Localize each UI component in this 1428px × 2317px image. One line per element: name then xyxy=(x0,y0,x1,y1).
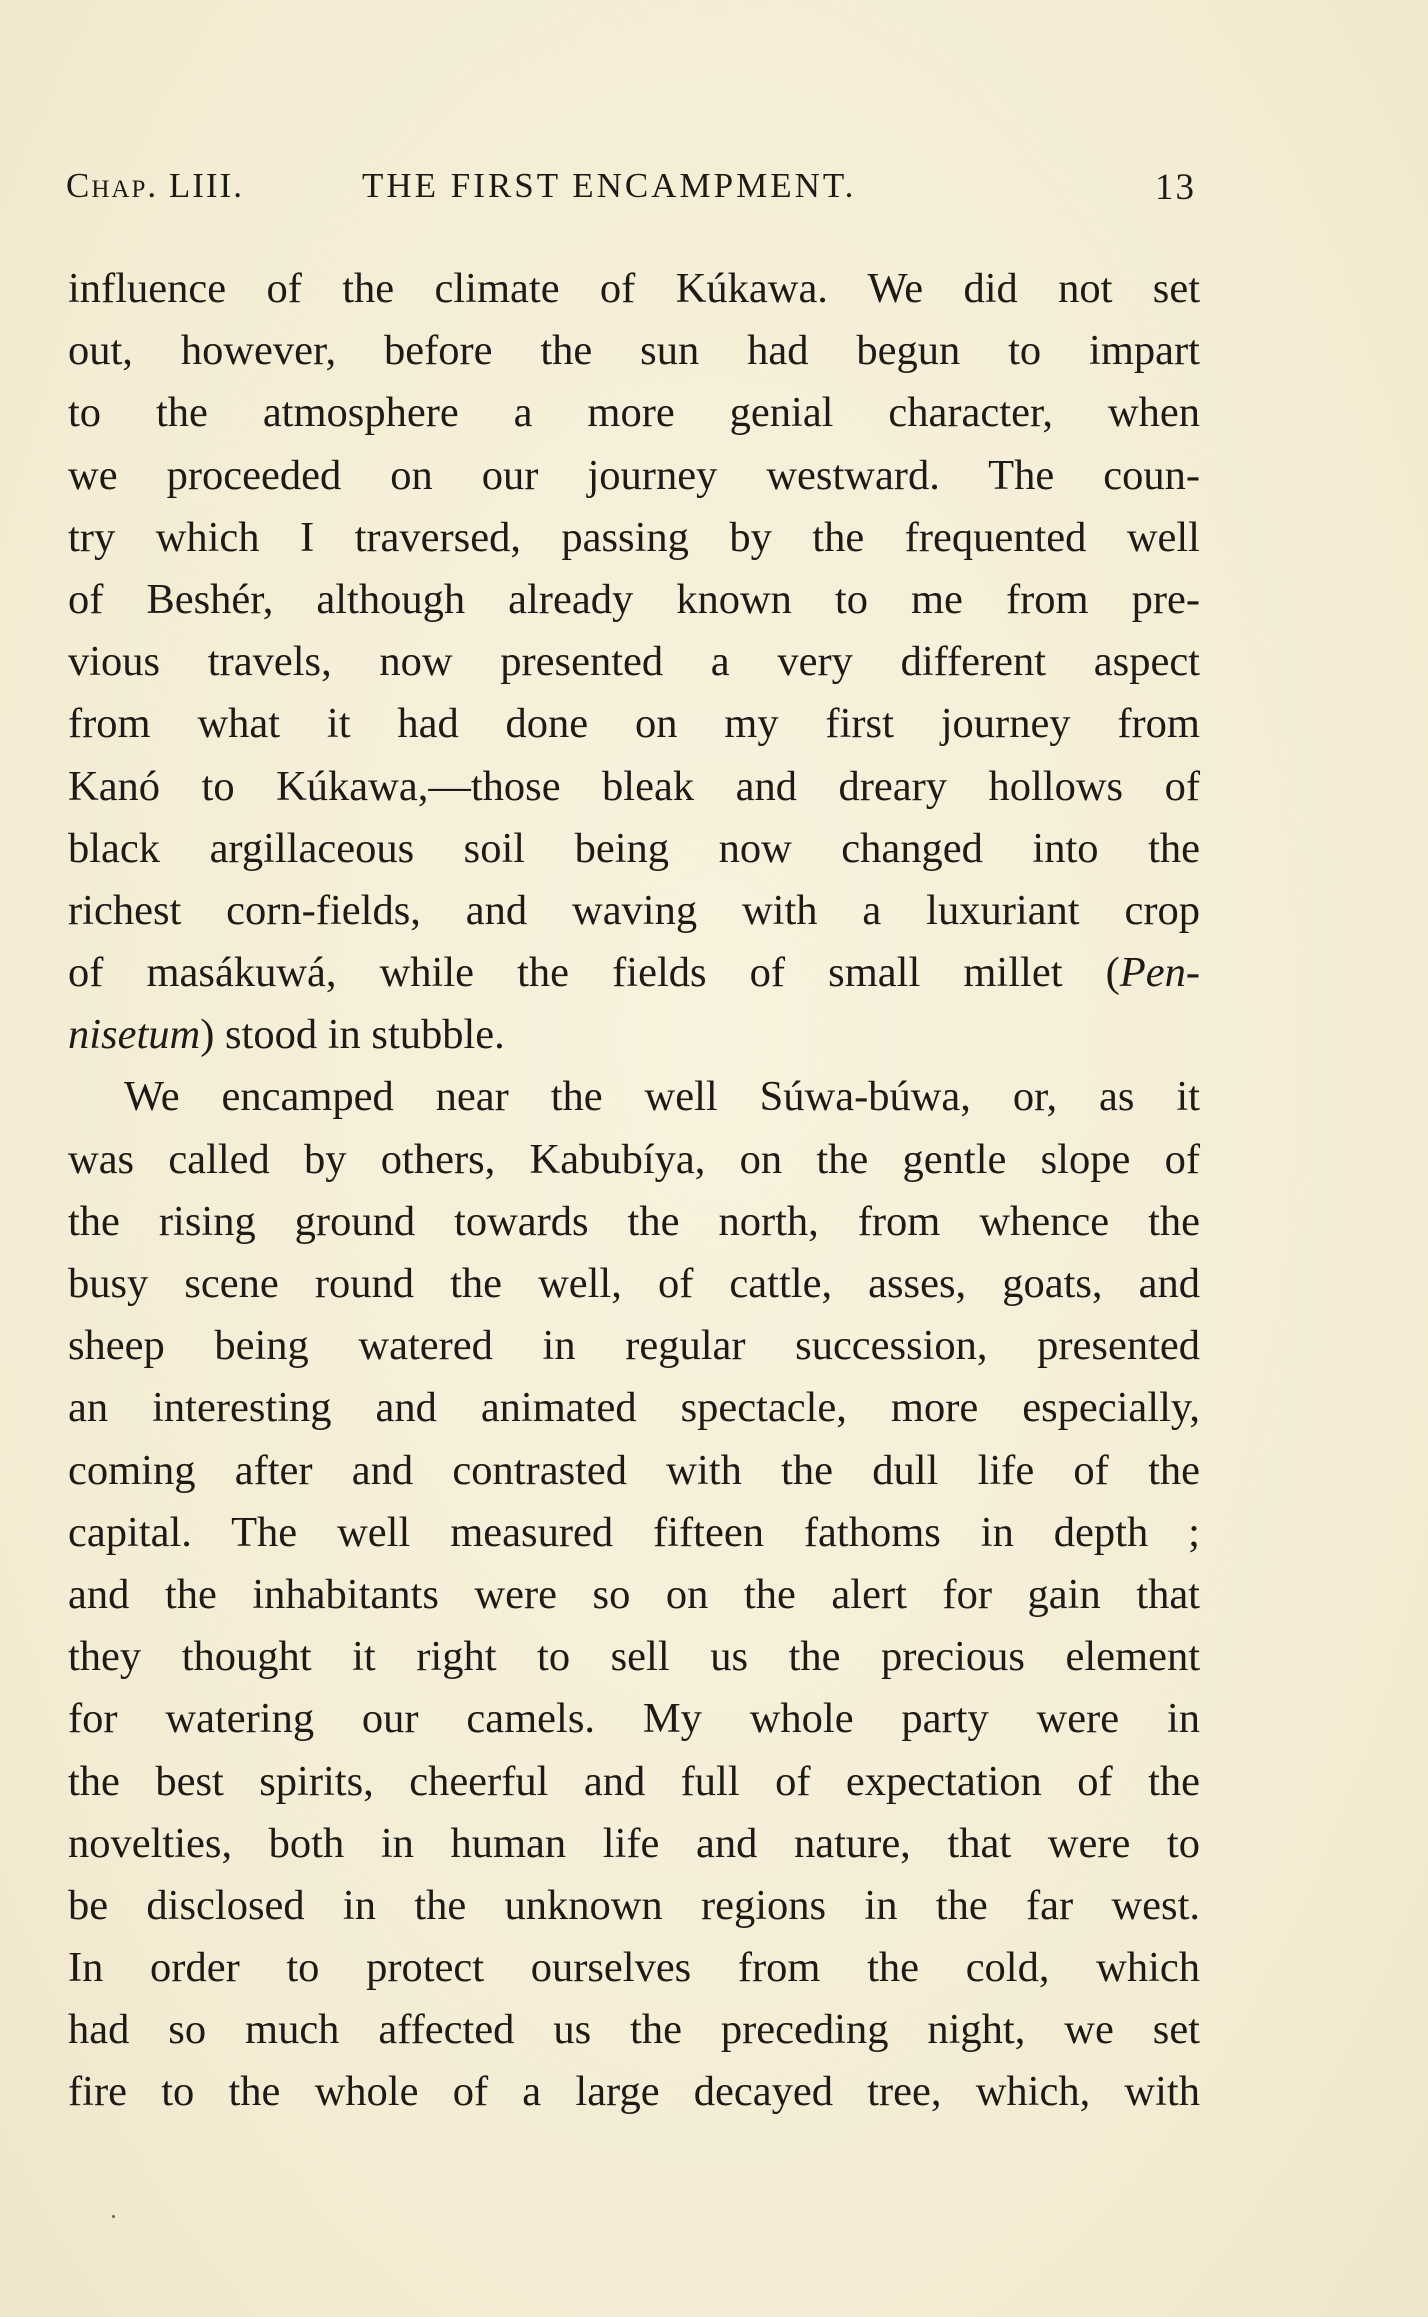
text-line-mixed xyxy=(68,1004,1200,1066)
text-line: was called by others, Kabubíya, on the gentle slope of xyxy=(68,1135,1200,1183)
running-head xyxy=(66,166,1196,216)
text-line: the rising ground towards the north, from whence the xyxy=(68,1197,1200,1245)
text-line: and the inhabitants were so on the alert for gain that xyxy=(68,1570,1200,1618)
text-line: busy scene round the well, of cattle, asses, goats, and xyxy=(68,1260,1200,1307)
text-line: to the atmosphere a more genial character, when xyxy=(68,389,1200,437)
text-line: vious travels, now presented a very different aspect xyxy=(68,638,1200,686)
text-line: richest corn-fields, and waving with a luxuriant crop xyxy=(68,886,1200,934)
text-line: from what it had done on my first journey from xyxy=(68,700,1200,748)
text-line: they thought it right to sell us the precious element xyxy=(68,1633,1200,1681)
italic-word: nisetum xyxy=(68,1011,201,1059)
text-line: of Beshér, although already known to me from pre- xyxy=(68,575,1200,623)
text-line: capital. The well measured fifteen fathoms in depth ; xyxy=(68,1508,1200,1556)
text-segment: of masákuwá, while the fields of small millet ( xyxy=(68,949,1120,997)
text-line: for watering our camels. My whole party were in xyxy=(68,1695,1200,1743)
text-line: had so much affected us the preceding night, we set xyxy=(68,2006,1200,2054)
text-segment: ) stood in stubble. xyxy=(200,1011,505,1059)
text-line: we proceeded on our journey westward. The coun- xyxy=(68,451,1200,499)
page-number: 13 xyxy=(1155,167,1196,208)
text-line: Kanó to Kúkawa,—those bleak and dreary hollows of xyxy=(68,762,1200,810)
text-line: try which I traversed, passing by the frequented well xyxy=(68,513,1200,561)
text-line-mixed xyxy=(68,942,1200,1004)
paper-speck xyxy=(112,2215,115,2218)
text-line: In order to protect ourselves from the cold, which xyxy=(68,1944,1200,1992)
body-text xyxy=(68,258,1200,2124)
italic-word: Pen- xyxy=(1119,949,1200,997)
text-line: be disclosed in the unknown regions in the far west. xyxy=(68,1881,1200,1929)
text-line: an interesting and animated spectacle, more especially, xyxy=(68,1384,1200,1432)
text-line: novelties, both in human life and nature, that were to xyxy=(68,1819,1200,1867)
chapter-label: Chap. LIII. xyxy=(66,166,244,205)
running-title: THE FIRST ENCAMPMENT. xyxy=(362,166,857,205)
text-line: influence of the climate of Kúkawa. We did not set xyxy=(68,265,1200,312)
text-line: fire to the whole of a large decayed tree, which, with xyxy=(68,2068,1200,2116)
text-line: coming after and contrasted with the dull life of the xyxy=(68,1446,1200,1494)
text-line: the best spirits, cheerful and full of expectation of the xyxy=(68,1757,1200,1805)
text-line: out, however, before the sun had begun to impart xyxy=(68,327,1200,375)
text-line: We encamped near the well Súwa-búwa, or, as it xyxy=(124,1073,1200,1121)
text-line: sheep being watered in regular succession, presented xyxy=(68,1322,1200,1370)
text-line: black argillaceous soil being now changed into the xyxy=(68,824,1200,872)
